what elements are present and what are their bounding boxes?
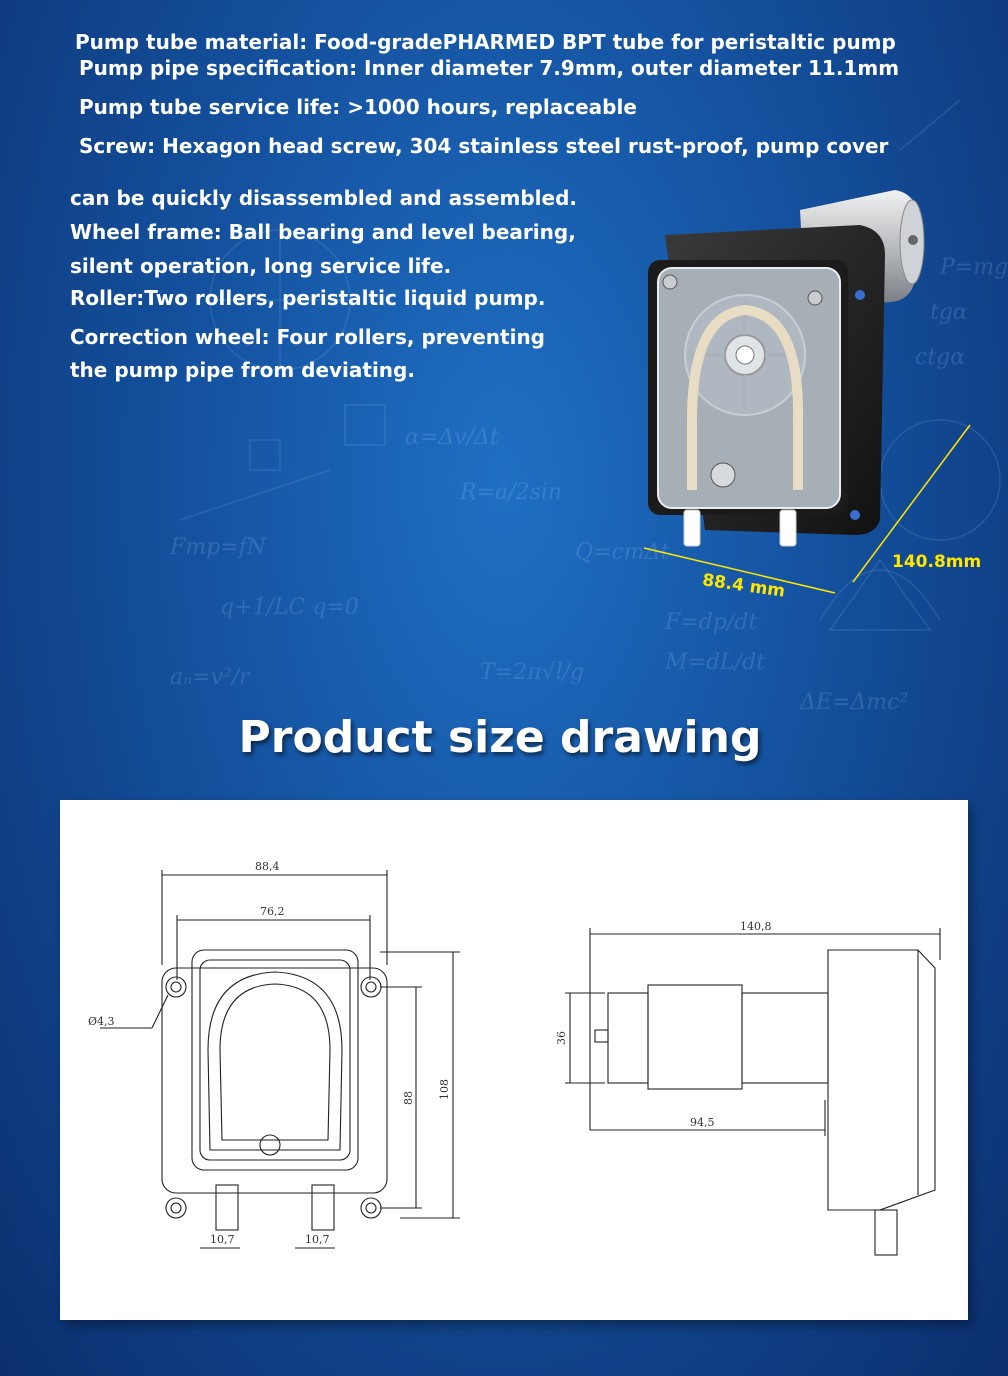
- bg-formula: Q=cmΔt: [575, 540, 670, 565]
- bg-formula: R=a/2sin: [460, 480, 563, 505]
- photo-length-label: 140.8mm: [892, 552, 982, 572]
- spec-correction-wheel: Correction wheel: Four rollers, preventing: [70, 325, 545, 349]
- photo-width-label: 88.4 mm: [701, 570, 787, 602]
- bg-formula: F=dp/dt: [665, 610, 758, 635]
- bg-formula: P=mg: [940, 255, 1008, 280]
- spec-wheel-frame: Wheel frame: Ball bearing and level bearing,: [70, 220, 576, 244]
- side-motor-diameter-label: 36: [555, 1031, 568, 1045]
- front-hole-diameter-label: Ø4,3: [88, 1015, 115, 1028]
- bg-formula: ΔE=Δmc²: [800, 690, 909, 715]
- spec-tube-material: Pump tube material: Food-gradePHARMED BPT tube for peristaltic pump: [75, 30, 896, 54]
- front-inner-width-label: 76,2: [260, 905, 285, 918]
- bg-formula: M=dL/dt: [665, 650, 765, 675]
- bg-formula: ctgα: [915, 345, 966, 370]
- bg-formula: q+1/LC q=0: [220, 595, 359, 620]
- spec-roller: Roller:Two rollers, peristaltic liquid pump.: [70, 286, 546, 310]
- bg-formula: aₙ=v²/r: [170, 665, 250, 690]
- front-right-nozzle-label: 10,7: [305, 1233, 330, 1246]
- bg-formula: α=Δv/Δt: [405, 425, 499, 450]
- bg-formula: T=2π√l/g: [480, 660, 585, 685]
- spec-correction-wheel-continued: the pump pipe from deviating.: [70, 358, 415, 382]
- bg-formula: Fтр=fN: [170, 535, 267, 560]
- pump-product-image: [630, 190, 950, 560]
- section-title: Product size drawing: [238, 712, 762, 763]
- spec-screw-continued: can be quickly disassembled and assembled.: [70, 186, 577, 210]
- bg-formula: tgα: [930, 300, 968, 325]
- spec-pipe-specification: Pump pipe specification: Inner diameter 7.9mm, outer diameter 11.1mm: [79, 56, 900, 80]
- spec-wheel-frame-continued: silent operation, long service life.: [70, 254, 452, 278]
- side-motor-length-label: 94,5: [690, 1116, 715, 1129]
- technical-drawing-panel: [60, 800, 968, 1320]
- spec-screw: Screw: Hexagon head screw, 304 stainless steel rust-proof, pump cover: [79, 134, 889, 158]
- side-overall-length-label: 140,8: [740, 920, 772, 933]
- front-overall-width-label: 88,4: [255, 860, 280, 873]
- front-view-outline: [162, 968, 387, 1193]
- front-inner-height-label: 88: [402, 1091, 415, 1105]
- technical-drawing: [60, 800, 968, 1320]
- front-left-nozzle-label: 10,7: [210, 1233, 235, 1246]
- spec-service-life: Pump tube service life: >1000 hours, replaceable: [79, 95, 637, 119]
- front-outer-height-label: 108: [438, 1079, 451, 1100]
